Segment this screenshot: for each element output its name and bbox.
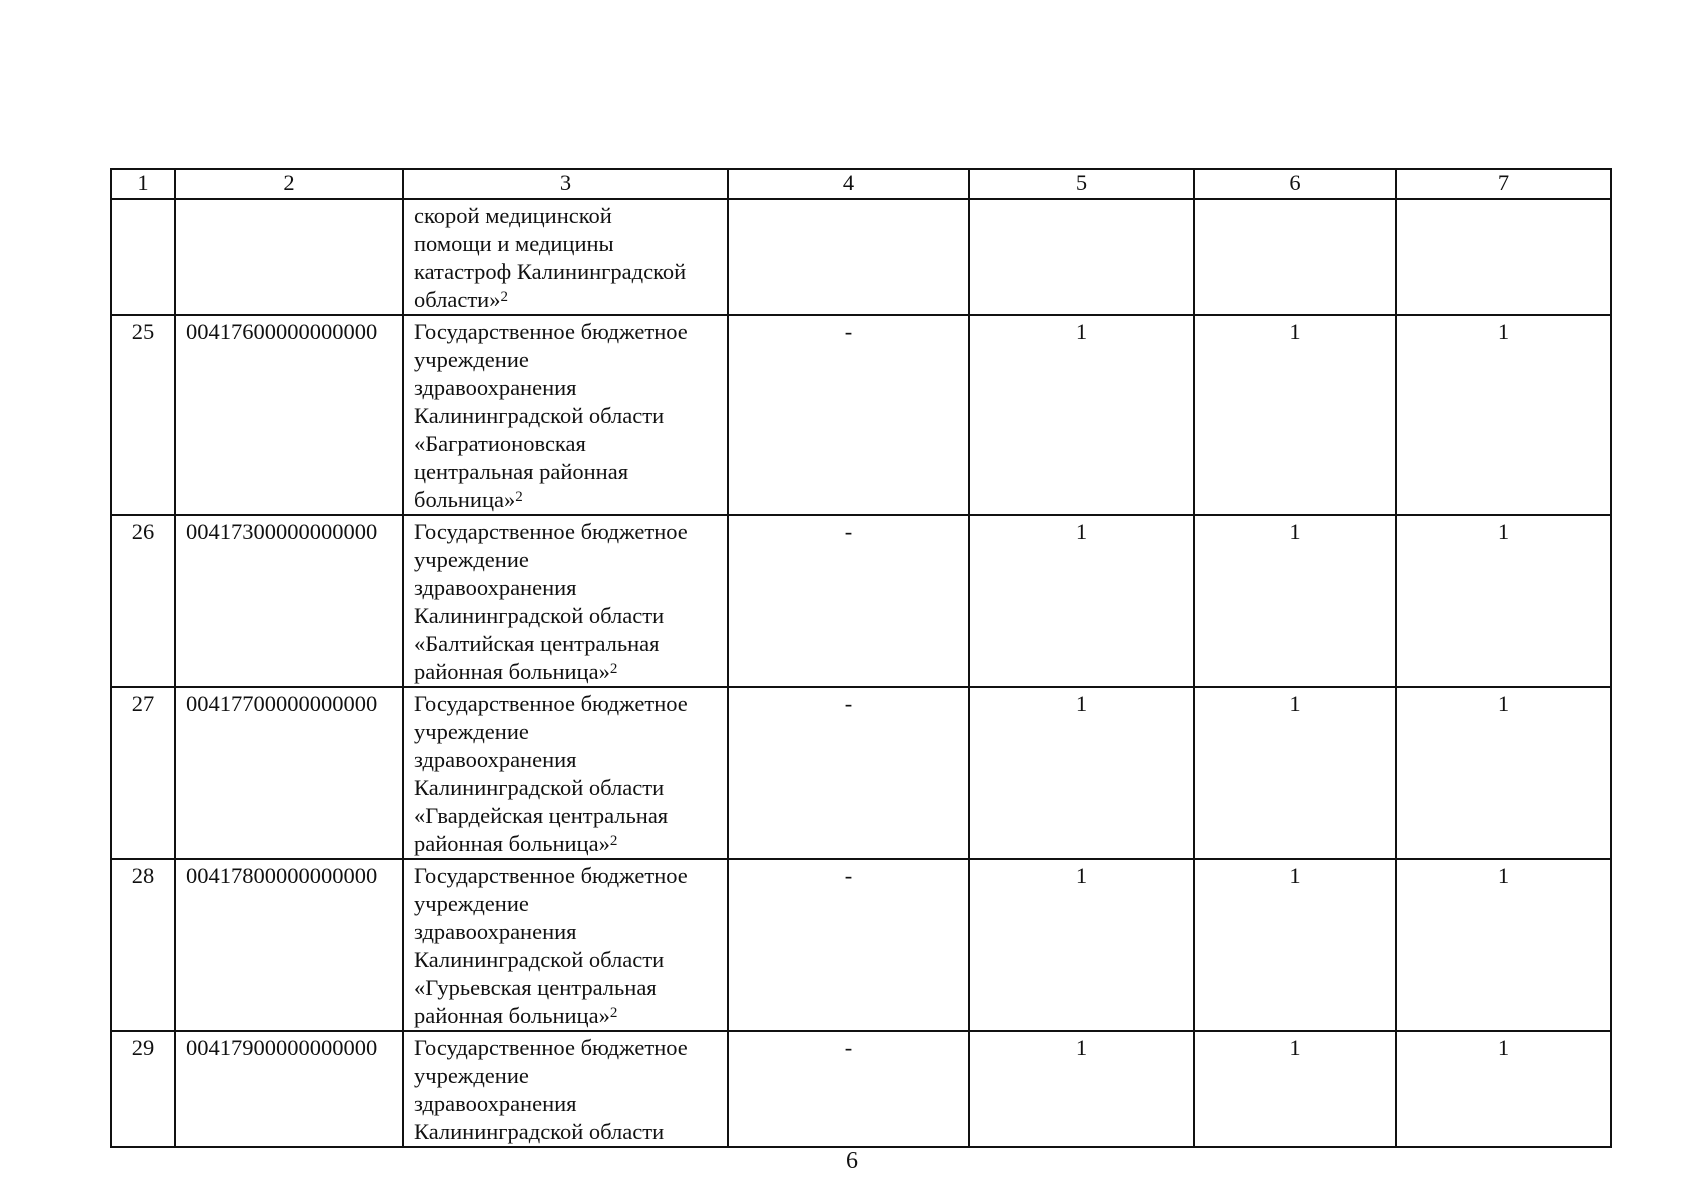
cell-col6: 1 <box>1194 859 1396 1031</box>
column-header-7: 7 <box>1396 169 1611 199</box>
column-header-4: 4 <box>728 169 969 199</box>
column-header-6: 6 <box>1194 169 1396 199</box>
name-line: Государственное бюджетное <box>414 519 688 544</box>
institutions-table <box>110 168 1612 1148</box>
name-line: Государственное бюджетное <box>414 863 688 888</box>
name-line: здравоохранения <box>414 747 577 772</box>
name-line: Калининградской области <box>414 775 665 800</box>
cell-col5 <box>969 199 1194 315</box>
column-header-5: 5 <box>969 169 1194 199</box>
cell-col5: 1 <box>969 515 1194 687</box>
cell-name <box>403 859 728 1031</box>
continuation-row <box>111 199 1611 315</box>
name-line: здравоохранения <box>414 919 577 944</box>
cell-num: 28 <box>111 859 175 1031</box>
footnote-marker: 2 <box>500 288 508 305</box>
name-line: «Балтийская центральная <box>414 631 660 656</box>
name-line: Государственное бюджетное <box>414 319 688 344</box>
name-line: районная больница»$^2$ <box>414 659 618 684</box>
name-line: районная больница»$^2$ <box>414 831 618 856</box>
name-line: здравоохранения <box>414 375 577 400</box>
cell-col7: 1 <box>1396 515 1611 687</box>
name-line: Калининградской области <box>414 947 665 972</box>
name-line: Государственное бюджетное <box>414 691 688 716</box>
cell-col4: - <box>728 315 969 515</box>
cell-code: 00417800000000000 <box>175 859 403 1031</box>
cell-col7: 1 <box>1396 687 1611 859</box>
name-line: Калининградской области <box>414 1119 665 1144</box>
cell-col7 <box>1396 199 1611 315</box>
cell-code: 00417600000000000 <box>175 315 403 515</box>
name-line: катастроф Калининградской <box>414 259 687 284</box>
name-line: учреждение <box>414 891 529 916</box>
cell-code: 00417900000000000 <box>175 1031 403 1147</box>
cell-name <box>403 1031 728 1147</box>
name-line: больница»$^2$ <box>414 487 523 512</box>
column-header-1: 1 <box>111 169 175 199</box>
name-line: помощи и медицины <box>414 231 614 256</box>
name-lines <box>414 518 721 686</box>
footnote-marker: 2 <box>609 1004 618 1021</box>
footnote-marker: 2 <box>515 488 523 505</box>
cell-num: 27 <box>111 687 175 859</box>
name-line: скорой медицинской <box>414 203 612 228</box>
cell-col4: - <box>728 515 969 687</box>
footnote-marker: 2 <box>609 660 618 677</box>
cell-col4: - <box>728 859 969 1031</box>
cell-name <box>403 687 728 859</box>
name-line: Калининградской области <box>414 403 665 428</box>
name-line: учреждение <box>414 1063 529 1088</box>
name-lines <box>414 1034 721 1146</box>
name-lines <box>414 690 721 858</box>
table-row <box>111 859 1611 1031</box>
cell-col7: 1 <box>1396 859 1611 1031</box>
cell-col4 <box>728 199 969 315</box>
column-header-2: 2 <box>175 169 403 199</box>
cell-col6: 1 <box>1194 515 1396 687</box>
column-header-3: 3 <box>403 169 728 199</box>
cell-code: 00417700000000000 <box>175 687 403 859</box>
cell-code <box>175 199 403 315</box>
cell-code: 00417300000000000 <box>175 515 403 687</box>
cell-num: 26 <box>111 515 175 687</box>
table-row <box>111 1031 1611 1147</box>
table-body <box>111 199 1611 1147</box>
cell-col6: 1 <box>1194 687 1396 859</box>
cell-col5: 1 <box>969 315 1194 515</box>
name-line: «Гурьевская центральная <box>414 975 657 1000</box>
name-line: «Гвардейская центральная <box>414 803 669 828</box>
name-line: учреждение <box>414 347 529 372</box>
name-lines <box>414 318 721 514</box>
table-row <box>111 315 1611 515</box>
name-line: здравоохранения <box>414 1091 577 1116</box>
table-row <box>111 687 1611 859</box>
page-number: 6 <box>846 1148 858 1174</box>
name-lines <box>414 862 721 1030</box>
cell-name <box>403 515 728 687</box>
cell-col6: 1 <box>1194 1031 1396 1147</box>
name-line: учреждение <box>414 547 529 572</box>
name-lines <box>414 202 721 314</box>
name-line: здравоохранения <box>414 575 577 600</box>
cell-col6 <box>1194 199 1396 315</box>
cell-col5: 1 <box>969 859 1194 1031</box>
cell-col4: - <box>728 687 969 859</box>
footnote-marker: 2 <box>609 832 618 849</box>
cell-col4: - <box>728 1031 969 1147</box>
cell-num <box>111 199 175 315</box>
name-line: центральная районная <box>414 459 629 484</box>
name-line: районная больница»$^2$ <box>414 1003 618 1028</box>
table-header <box>111 169 1611 199</box>
name-line: Государственное бюджетное <box>414 1035 688 1060</box>
table-row <box>111 515 1611 687</box>
cell-col5: 1 <box>969 687 1194 859</box>
cell-col5: 1 <box>969 1031 1194 1147</box>
name-line: области»$^2$ <box>414 287 508 312</box>
cell-col6: 1 <box>1194 315 1396 515</box>
cell-num: 29 <box>111 1031 175 1147</box>
cell-num: 25 <box>111 315 175 515</box>
header-row <box>111 169 1611 199</box>
cell-name <box>403 199 728 315</box>
name-line: «Багратионовская <box>414 431 586 456</box>
cell-col7: 1 <box>1396 1031 1611 1147</box>
cell-name <box>403 315 728 515</box>
name-line: учреждение <box>414 719 529 744</box>
cell-col7: 1 <box>1396 315 1611 515</box>
name-line: Калининградской области <box>414 603 665 628</box>
